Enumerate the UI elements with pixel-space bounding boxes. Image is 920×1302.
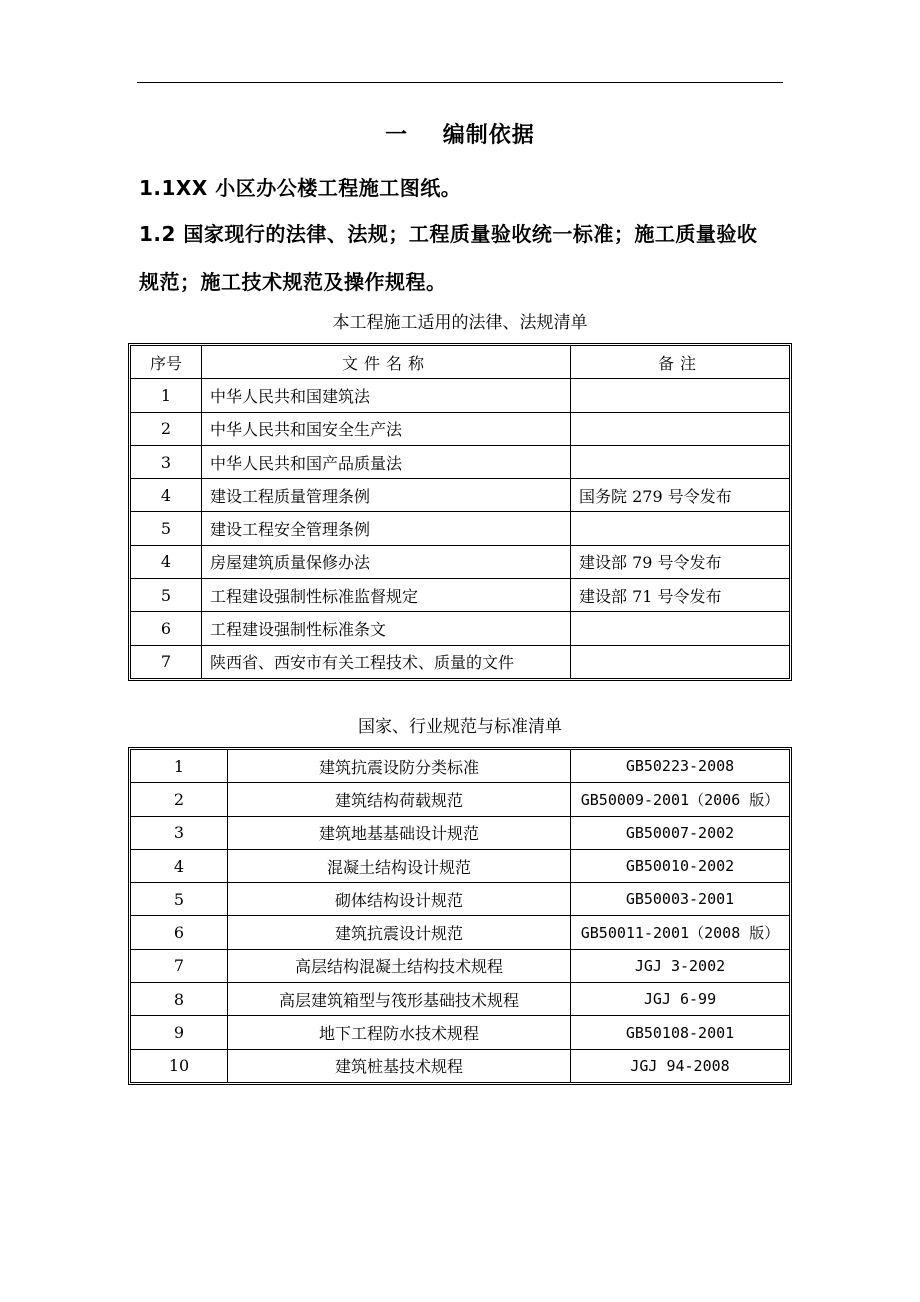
remark xyxy=(571,445,790,478)
standard-name: 地下工程防水技术规程 xyxy=(228,1016,571,1049)
standard-code: JGJ 3-2002 xyxy=(571,949,790,982)
row-number: 5 xyxy=(131,512,202,545)
document-name: 房屋建筑质量保修办法 xyxy=(202,545,571,578)
table-row xyxy=(131,379,790,412)
row-number: 1 xyxy=(131,379,202,412)
table-row xyxy=(131,949,790,982)
standard-name: 建筑地基基础设计规范 xyxy=(228,816,571,849)
table-row xyxy=(131,916,790,949)
row-number: 9 xyxy=(131,1016,228,1049)
row-number: 2 xyxy=(131,412,202,445)
row-number: 2 xyxy=(131,783,228,816)
row-number: 4 xyxy=(131,545,202,578)
standard-name: 建筑结构荷载规范 xyxy=(228,783,571,816)
remark xyxy=(571,645,790,678)
table-row xyxy=(131,1049,790,1082)
row-number: 10 xyxy=(131,1049,228,1082)
row-number: 5 xyxy=(131,883,228,916)
remark xyxy=(571,612,790,645)
table-row xyxy=(131,783,790,816)
table-row xyxy=(131,645,790,678)
standard-name: 混凝土结构设计规范 xyxy=(228,849,571,882)
standard-name: 砌体结构设计规范 xyxy=(228,883,571,916)
row-number: 1 xyxy=(131,750,228,783)
table-row xyxy=(131,445,790,478)
paragraph-1-1: 1.1XX 小区办公楼工程施工图纸。 xyxy=(139,176,462,200)
standard-code: GB50007-2002 xyxy=(571,816,790,849)
standard-code: GB50010-2002 xyxy=(571,849,790,882)
header-note: 备注 xyxy=(571,346,790,379)
document-name: 中华人民共和国产品质量法 xyxy=(202,445,571,478)
standards-table-caption: 国家、行业规范与标准清单 xyxy=(358,717,562,737)
table-row xyxy=(131,1016,790,1049)
section-title: 一 编制依据 xyxy=(385,123,535,148)
standard-code: GB50108-2001 xyxy=(571,1016,790,1049)
table-row xyxy=(131,883,790,916)
table-row xyxy=(131,983,790,1016)
document-name: 建设工程质量管理条例 xyxy=(202,479,571,512)
document-name: 工程建设强制性标准监督规定 xyxy=(202,579,571,612)
standard-code: GB50003-2001 xyxy=(571,883,790,916)
standards-table xyxy=(130,749,790,1083)
laws-table-header xyxy=(131,346,790,379)
remark xyxy=(571,512,790,545)
header-no: 序号 xyxy=(131,346,202,379)
remark: 建设部 79 号令发布 xyxy=(571,545,790,578)
header-rule xyxy=(137,82,783,83)
remark xyxy=(571,379,790,412)
table-row xyxy=(131,479,790,512)
table-row xyxy=(131,750,790,783)
remark: 国务院 279 号令发布 xyxy=(571,479,790,512)
row-number: 3 xyxy=(131,816,228,849)
standard-code: GB50011-2001（2008 版） xyxy=(571,916,790,949)
row-number: 7 xyxy=(131,645,202,678)
standard-name: 建筑桩基技术规程 xyxy=(228,1049,571,1082)
paragraph-1-2-line-2: 规范；施工技术规范及操作规程。 xyxy=(139,270,447,294)
row-number: 5 xyxy=(131,579,202,612)
row-number: 4 xyxy=(131,479,202,512)
document-name: 中华人民共和国建筑法 xyxy=(202,379,571,412)
document-name: 建设工程安全管理条例 xyxy=(202,512,571,545)
document-name: 陕西省、西安市有关工程技术、质量的文件 xyxy=(202,645,571,678)
table-row xyxy=(131,512,790,545)
standard-code: JGJ 6-99 xyxy=(571,983,790,1016)
paragraph-1-2-line-1: 1.2 国家现行的法律、法规；工程质量验收统一标准；施工质量验收 xyxy=(139,222,758,246)
row-number: 6 xyxy=(131,916,228,949)
standard-code: GB50223-2008 xyxy=(571,750,790,783)
table-row xyxy=(131,816,790,849)
row-number: 4 xyxy=(131,849,228,882)
standard-code: GB50009-2001（2006 版） xyxy=(571,783,790,816)
table-row xyxy=(131,545,790,578)
table-row xyxy=(131,612,790,645)
row-number: 3 xyxy=(131,445,202,478)
header-name: 文件名称 xyxy=(202,346,571,379)
standard-name: 高层结构混凝土结构技术规程 xyxy=(228,949,571,982)
standard-name: 建筑抗震设防分类标准 xyxy=(228,750,571,783)
laws-table xyxy=(130,345,790,679)
remark: 建设部 71 号令发布 xyxy=(571,579,790,612)
standard-name: 建筑抗震设计规范 xyxy=(228,916,571,949)
standard-code: JGJ 94-2008 xyxy=(571,1049,790,1082)
table-row xyxy=(131,412,790,445)
table-row xyxy=(131,579,790,612)
row-number: 7 xyxy=(131,949,228,982)
row-number: 8 xyxy=(131,983,228,1016)
table-row xyxy=(131,849,790,882)
row-number: 6 xyxy=(131,612,202,645)
document-name: 中华人民共和国安全生产法 xyxy=(202,412,571,445)
remark xyxy=(571,412,790,445)
document-name: 工程建设强制性标准条文 xyxy=(202,612,571,645)
standard-name: 高层建筑箱型与筏形基础技术规程 xyxy=(228,983,571,1016)
laws-table-caption: 本工程施工适用的法律、法规清单 xyxy=(332,313,588,333)
